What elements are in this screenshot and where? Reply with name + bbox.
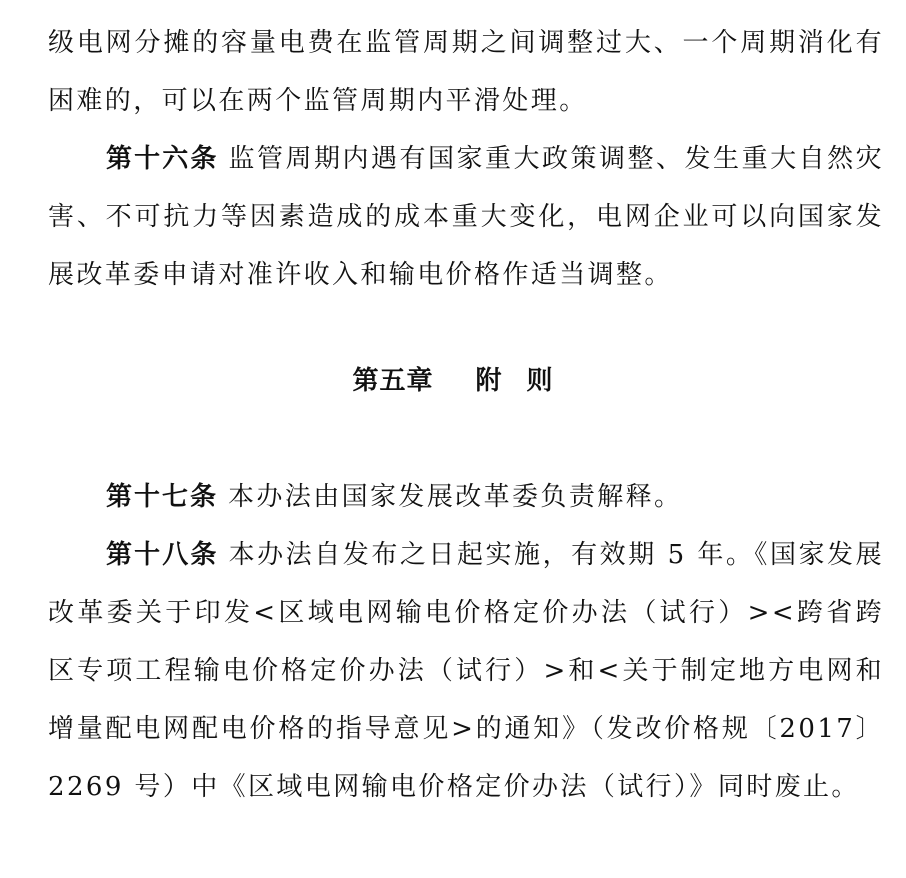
- article-17-label: 第十七条: [106, 482, 219, 512]
- chapter-title-part2: 则: [526, 366, 554, 396]
- chapter-heading: [0, 352, 906, 410]
- article-16: [48, 130, 884, 304]
- article-18: [48, 526, 884, 816]
- article-18-text: 本办法自发布之日起实施，有效期 5 年。《国家发展改革委关于印发<区域电网输电价格定价办法（试行）><跨省跨区专项工程输电价格定价办法（试行）>和<关于制定地方电网和增量配电网配电价格的指导意见>的通知》（发改价格规〔2017〕2269 号）中《区域电网输电价格定价办法（试行）》同时废止。: [48, 540, 884, 802]
- article-17-text: 本办法由国家发展改革委负责解释。: [228, 482, 683, 512]
- chapter-title-part1: 附: [475, 366, 503, 396]
- article-16-label: 第十六条: [106, 144, 219, 174]
- paragraph-continuation-text: 级电网分摊的容量电费在监管周期之间调整过大、一个周期消化有困难的，可以在两个监管周期内平滑处理。: [48, 28, 884, 116]
- chapter-number: 第五章: [352, 366, 434, 396]
- article-17: [48, 468, 884, 526]
- article-16-text: 监管周期内遇有国家重大政策调整、发生重大自然灾害、不可抗力等因素造成的成本重大变化，电网企业可以向国家发展改革委申请对准许收入和输电价格作适当调整。: [48, 144, 884, 290]
- paragraph-continuation: [48, 14, 884, 130]
- article-18-label: 第十八条: [106, 540, 219, 570]
